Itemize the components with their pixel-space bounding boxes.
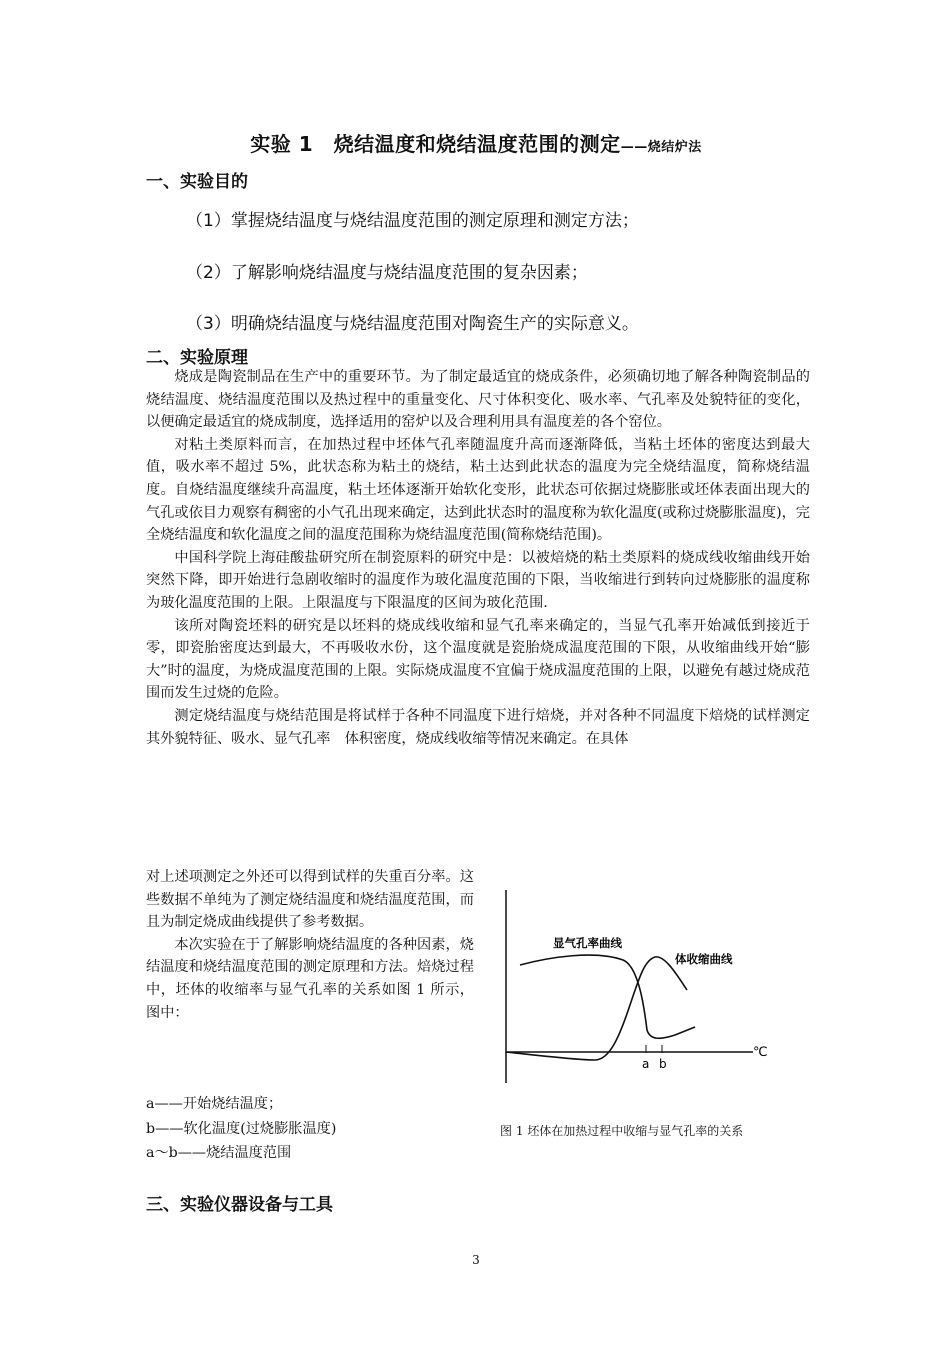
mark-b: b bbox=[659, 1057, 667, 1071]
axis-unit: ℃ bbox=[753, 1045, 768, 1060]
objective-item-1: （1）掌握烧结温度与烧结温度范围的测定原理和测定方法； bbox=[186, 211, 639, 231]
principle-paragraph-6: 对上述项测定之外还可以得到试样的失重百分率。这些数据不单纯为了测定烧结温度和烧结温度范围，而且为制定烧成曲线提供了参考数据。 bbox=[146, 869, 474, 931]
principle-body-narrow bbox=[146, 866, 474, 1024]
section1-heading: 一、实验目的 bbox=[146, 172, 248, 192]
figure-caption: 图 1 坯体在加热过程中收缩与显气孔率的关系 bbox=[500, 1124, 744, 1138]
legend-item-ab: a～b——烧结温度范围 bbox=[146, 1145, 292, 1161]
label-porosity: 显气孔率曲线 bbox=[553, 936, 622, 950]
objective-item-3: （3）明确烧结温度与烧结温度范围对陶瓷生产的实际意义。 bbox=[186, 314, 639, 334]
legend-list bbox=[146, 1092, 336, 1166]
label-shrinkage: 体收缩曲线 bbox=[675, 952, 733, 966]
page-number: 3 bbox=[472, 1253, 480, 1267]
title-sub: ——烧结炉法 bbox=[620, 140, 702, 155]
principle-paragraph-2: 对粘土类原料而言，在加热过程中坯体气孔率随温度升高而逐渐降低，当粘土坯体的密度达到最大值，吸水率不超过 5%，此状态称为粘土的烧结，粘土达到此状态的温度为完全烧结温度，简称烧结温度。自烧结温度继续升高温度，粘土坯体逐渐开始软化变形，此状态可依据过烧膨胀或坯体表面出现大的气孔或依目力观察有稠密的小气孔出现来确定，达到此状态时的温度称为软化温度(或称过烧膨胀温度)，完全烧结温度和软化温度之间的温度范围称为烧结温度范围(简称烧结范围)。 bbox=[146, 436, 810, 544]
principle-paragraph-1: 烧成是陶瓷制品在生产中的重要环节。为了制定最适宜的烧成条件，必须确切地了解各种陶瓷制品的烧结温度、烧结温度范围以及热过程中的重量变化、尺寸体积变化、吸水率、气孔率及处貌特征的变化，以便确定最适宜的烧成制度，选择适用的窑炉以及合理利用具有温度差的各个窑位。 bbox=[146, 369, 810, 431]
title-main: 实验 1 烧结温度和烧结温度范围的测定 bbox=[250, 132, 621, 156]
shrinkage-curve bbox=[506, 957, 687, 1060]
figure-1 bbox=[495, 885, 795, 1090]
principle-paragraph-3: 中国科学院上海硅酸盐研究所在制瓷原料的研究中是：以被焙烧的粘土类原料的烧成线收缩曲线开始突然下降，即开始进行急剧收缩时的温度作为玻化温度范围的下限，当收缩进行到转向过烧膨胀的温度称为玻化温度范围的上限。上限温度与下限温度的区间为玻化范围. bbox=[146, 549, 810, 611]
legend-item-a: a——开始烧结温度； bbox=[146, 1096, 283, 1112]
principle-paragraph-7: 本次实验在于了解影响烧结温度的各种因素，烧结温度和烧结温度范围的测定原理和方法。焙烧过程中，坯体的收缩率与显气孔率的关系如图 1 所示，图中： bbox=[146, 936, 474, 1021]
page-title bbox=[0, 128, 952, 157]
legend-item-b: b——软化温度(过烧膨胀温度) bbox=[146, 1120, 337, 1137]
principle-body bbox=[146, 366, 810, 750]
principle-paragraph-4: 该所对陶瓷坯料的研究是以坯料的烧成线收缩和显气孔率来确定的，当显气孔率开始减低到接近于零，即瓷胎密度达到最大，不再吸收水份，这个温度就是瓷胎烧成温度范围的下限，从收缩曲线开始“膨大”时的温度，为烧成温度范围的上限。实际烧成温度不宜偏于烧成温度范围的上限，以避免有越过烧成范围而发生过烧的危险。 bbox=[146, 617, 810, 702]
section2-heading: 二、实验原理 bbox=[146, 348, 248, 368]
principle-paragraph-5: 测定烧结温度与烧结范围是将试样于各种不同温度下进行焙烧，并对各种不同温度下焙烧的试样测定其外貌特征、吸水、显气孔率 体积密度，烧成线收缩等情况来确定。在具体 bbox=[146, 707, 810, 747]
mark-a: a bbox=[642, 1057, 650, 1071]
porosity-curve bbox=[520, 955, 695, 1038]
section3-heading: 三、实验仪器设备与工具 bbox=[146, 1195, 333, 1215]
objective-item-2: （2）了解影响烧结温度与烧结温度范围的复杂因素； bbox=[186, 263, 588, 283]
